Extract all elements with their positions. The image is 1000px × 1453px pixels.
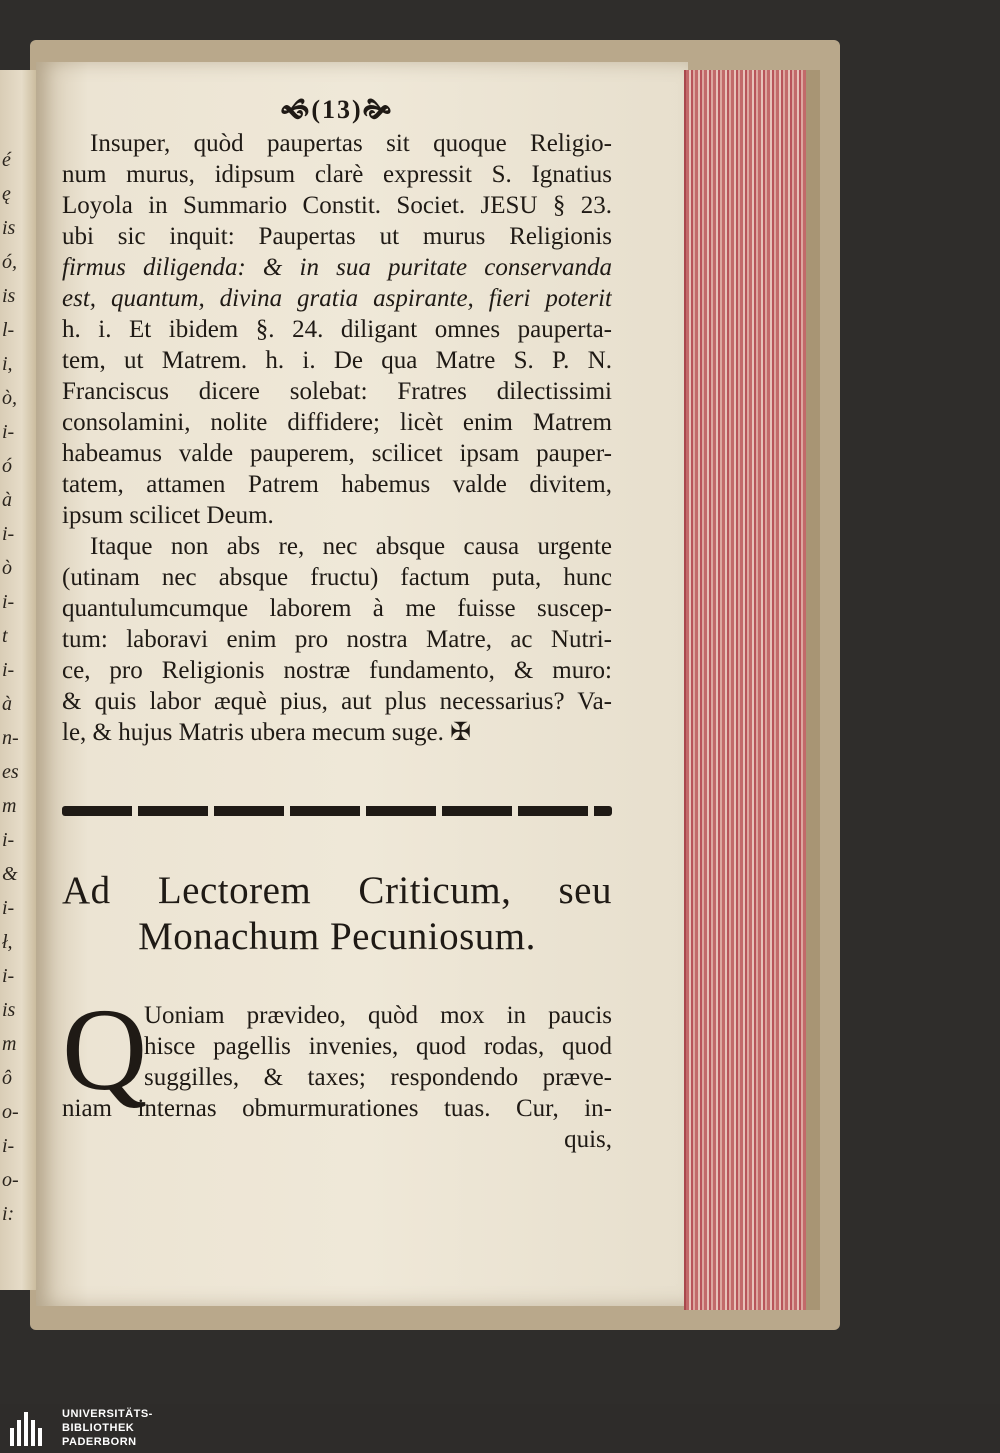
left-leaf-fragment: i: — [2, 1203, 15, 1225]
logo-line-3: PADERBORN — [62, 1436, 137, 1448]
left-page-edge — [0, 70, 36, 1290]
left-leaf-fragment: i- — [2, 965, 15, 987]
paragraph-3 — [62, 984, 612, 1155]
text-line: Itaque non abs re, nec absque causa urgente — [90, 533, 612, 560]
left-leaf-fragment: i- — [2, 421, 15, 443]
drop-cap: Q — [62, 984, 148, 1115]
left-leaf-fragment: à — [2, 693, 12, 715]
text-line: & quis labor æquè pius, aut plus necessarius? Va- — [62, 688, 612, 715]
text-line: h. i. Et ibidem §. 24. diligant omnes pauperta- — [62, 316, 612, 343]
left-leaf-fragment: o- — [2, 1101, 19, 1123]
catchword: quis, — [564, 1126, 612, 1153]
text-line: habeamus valde pauperem, scilicet ipsam pauper- — [62, 440, 612, 467]
text-line: ce, pro Religionis nostræ fundamento, & muro: — [62, 657, 612, 684]
text-line: le, & hujus Matris ubera mecum suge. ✠ — [62, 719, 472, 746]
left-leaf-fragment: i, — [2, 353, 13, 375]
left-leaf-fragment: i- — [2, 659, 15, 681]
text-line: Franciscus dicere solebat: Fratres dilectissimi — [62, 378, 612, 405]
text-line: ubi sic inquit: Paupertas ut murus Religionis — [62, 223, 612, 250]
left-leaf-fragment: es — [2, 761, 19, 783]
text-line: niam internas obmurmurationes tuas. Cur, in- — [62, 1095, 612, 1122]
text-line: num murus, idipsum clarè expressit S. Ignatius — [62, 161, 612, 188]
text-line: Loyola in Summario Constit. Societ. JESU § 23. — [62, 192, 612, 219]
left-leaf-fragment: l- — [2, 319, 15, 341]
section-heading-line-2: Monachum Pecuniosum. — [138, 915, 536, 958]
text-line: Insuper, quòd paupertas sit quoque Religio- — [90, 130, 612, 157]
text-line: tatem, attamen Patrem habemus valde divitem, — [62, 471, 612, 498]
text-line: hisce pagellis invenies, quod rodas, quod — [144, 1033, 612, 1060]
left-leaf-fragment: ó, — [2, 251, 17, 273]
text-line: ipsum scilicet Deum. — [62, 502, 274, 529]
left-leaf-fragment: ę — [2, 183, 11, 205]
left-leaf-fragment: i- — [2, 829, 15, 851]
text-line: est, quantum, divina gratia aspirante, fieri poterit — [62, 285, 612, 312]
text-line: tem, ut Matrem. h. i. De qua Matre S. P. N. — [62, 347, 612, 374]
left-leaf-fragment: i- — [2, 591, 15, 613]
left-leaf-fragment: ó — [2, 455, 12, 477]
left-leaf-fragment: n- — [2, 727, 19, 749]
left-leaf-fragment: é — [2, 149, 11, 171]
left-leaf-fragment: ò — [2, 557, 12, 579]
running-head: 🙜(13)🙞 — [280, 95, 394, 124]
ornamental-rule — [62, 806, 612, 816]
left-leaf-fragment: is — [2, 285, 16, 307]
left-leaf-fragment: m — [2, 1033, 17, 1055]
left-leaf-fragment: ò, — [2, 387, 17, 409]
library-logo-text — [62, 1407, 153, 1449]
paragraph-1 — [62, 128, 612, 531]
left-leaf-fragment: i- — [2, 897, 15, 919]
text-line: firmus diligenda: & in sua puritate conservanda — [62, 254, 612, 281]
left-leaf-fragment: & — [2, 863, 18, 885]
text-line: tum: laboravi enim pro nostra Matre, ac Nutri- — [62, 626, 612, 653]
left-leaf-fragment: t — [2, 625, 8, 647]
left-leaf-fragment: o- — [2, 1169, 19, 1191]
library-footer-bar — [0, 1404, 1000, 1453]
left-leaf-fragment: i- — [2, 1135, 15, 1157]
red-page-edges — [684, 70, 806, 1310]
logo-line-1: UNIVERSITÄTS- — [62, 1408, 153, 1420]
left-leaf-fragment: i- — [2, 523, 15, 545]
logo-line-2: BIBLIOTHEK — [62, 1422, 135, 1434]
left-leaf-fragment: ł, — [2, 931, 13, 953]
left-leaf-fragment: ô — [2, 1067, 12, 1089]
paragraph-2 — [62, 531, 612, 748]
left-leaf-fragment: à — [2, 489, 12, 511]
left-leaf-fragment: is — [2, 999, 16, 1021]
page-text-block — [62, 96, 612, 1155]
library-logo-icon — [10, 1410, 50, 1446]
text-line: Uoniam prævideo, quòd mox in paucis — [144, 1002, 612, 1029]
text-line: (utinam nec absque fructu) factum puta, hunc — [62, 564, 612, 591]
left-leaf-fragment: is — [2, 217, 16, 239]
section-heading-line-1: Ad Lectorem Criticum, seu — [62, 869, 612, 912]
text-line: suggilles, & taxes; respondendo præve- — [144, 1064, 612, 1091]
text-line: consolamini, nolite diffidere; licèt enim Matrem — [62, 409, 612, 436]
text-line: quantulumcumque laborem à me fuisse suscep- — [62, 595, 612, 622]
left-leaf-fragment: m — [2, 795, 17, 817]
